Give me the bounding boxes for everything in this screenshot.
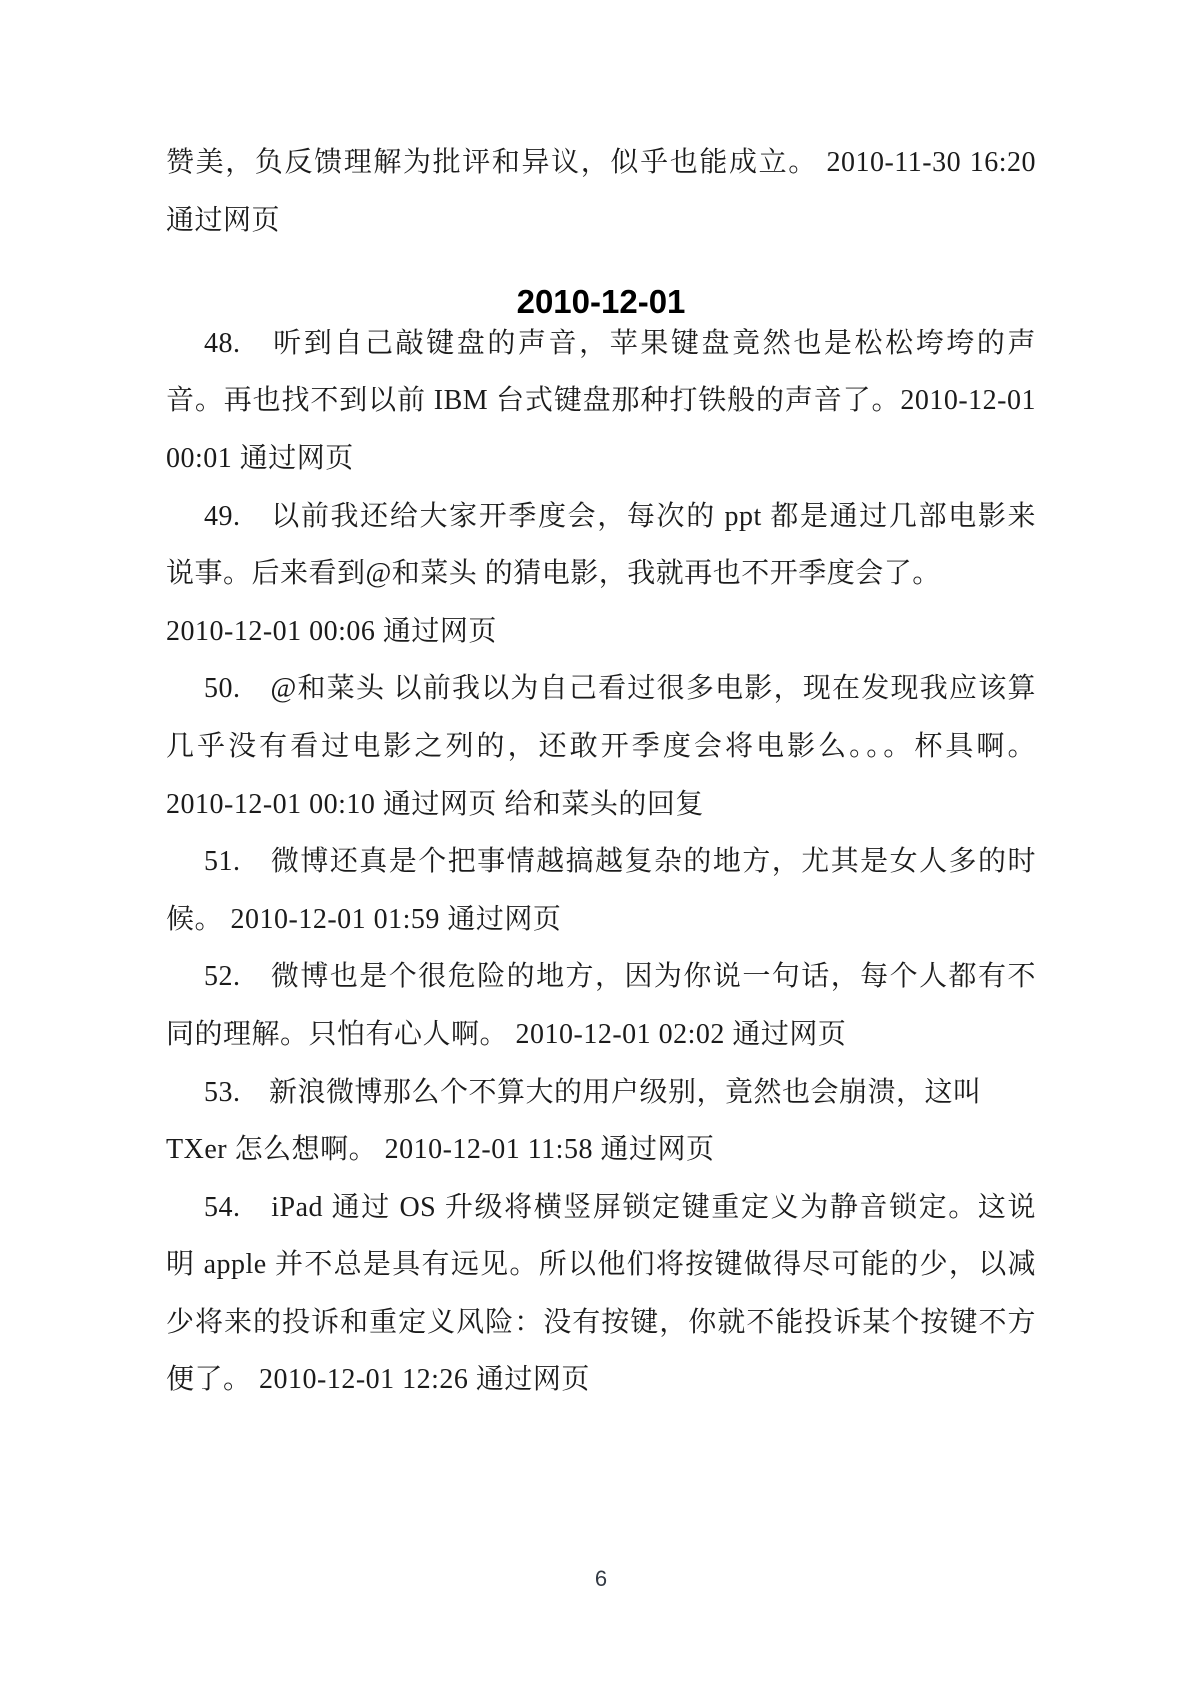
text-line: 2010-12-01 00:06 通过网页 — [166, 615, 497, 647]
entry-paragraph-50 — [166, 660, 1036, 833]
text-line: 说事。后来看到@和菜头 的猜电影，我就再也不开季度会了。 — [166, 558, 941, 590]
text-line: 候。 2010-12-01 01:59 通过网页 — [166, 903, 562, 935]
text-line: 几乎没有看过电影之列的，还敢开季度会将电影么。。。杯具啊。 — [166, 730, 1036, 762]
text-line: TXer 怎么想啊。 2010-12-01 11:58 通过网页 — [166, 1134, 715, 1166]
entry-paragraph-54 — [166, 1179, 1036, 1409]
text-line: 48. 听到自己敲键盘的声音，苹果键盘竟然也是松松垮垮的声 — [204, 327, 1036, 359]
text-line: 53. 新浪微博那么个不算大的用户级别，竟然也会崩溃，这叫 — [204, 1076, 982, 1108]
paragraph-intro-continuation — [166, 134, 1036, 249]
entry-list — [166, 315, 1036, 1409]
entry-paragraph-53 — [166, 1064, 1036, 1179]
text-line: 52. 微博也是个很危险的地方，因为你说一句话，每个人都有不 — [204, 961, 1036, 993]
document-content — [166, 134, 1036, 1409]
text-line: 51. 微博还真是个把事情越搞越复杂的地方，尤其是女人多的时 — [204, 846, 1036, 878]
text-line: 音。再也找不到以前 IBM 台式键盘那种打铁般的声音了。2010-12-01 — [166, 385, 1036, 417]
text-line: 54. iPad 通过 OS 升级将横竖屏锁定键重定义为静音锁定。这说 — [204, 1191, 1036, 1223]
text-line: 少将来的投诉和重定义风险：没有按键，你就不能投诉某个按键不方 — [166, 1306, 1036, 1338]
page-number: 6 — [594, 1566, 608, 1591]
entry-paragraph-51 — [166, 833, 1036, 948]
text-line: 00:01 通过网页 — [166, 442, 354, 474]
entry-paragraph-52 — [166, 948, 1036, 1063]
entry-paragraph-48 — [166, 315, 1036, 488]
text-line: 2010-12-01 00:10 通过网页 给和菜头的回复 — [166, 788, 704, 820]
text-line: 明 apple 并不总是具有远见。所以他们将按键做得尽可能的少，以减 — [166, 1249, 1036, 1281]
section-heading-date: 2010-12-01 — [516, 283, 686, 321]
text-line: 49. 以前我还给大家开季度会，每次的 ppt 都是通过几部电影来 — [204, 500, 1036, 532]
text-line: 50. @和菜头 以前我以为自己看过很多电影，现在发现我应该算 — [204, 673, 1036, 705]
text-line: 赞美，负反馈理解为批评和异议，似乎也能成立。 2010-11-30 16:20 — [166, 147, 1036, 178]
text-line: 便了。 2010-12-01 12:26 通过网页 — [166, 1364, 590, 1396]
text-line: 通过网页 — [166, 204, 281, 236]
entry-paragraph-49 — [166, 488, 1036, 661]
text-line: 同的理解。只怕有心人啊。 2010-12-01 02:02 通过网页 — [166, 1018, 847, 1050]
